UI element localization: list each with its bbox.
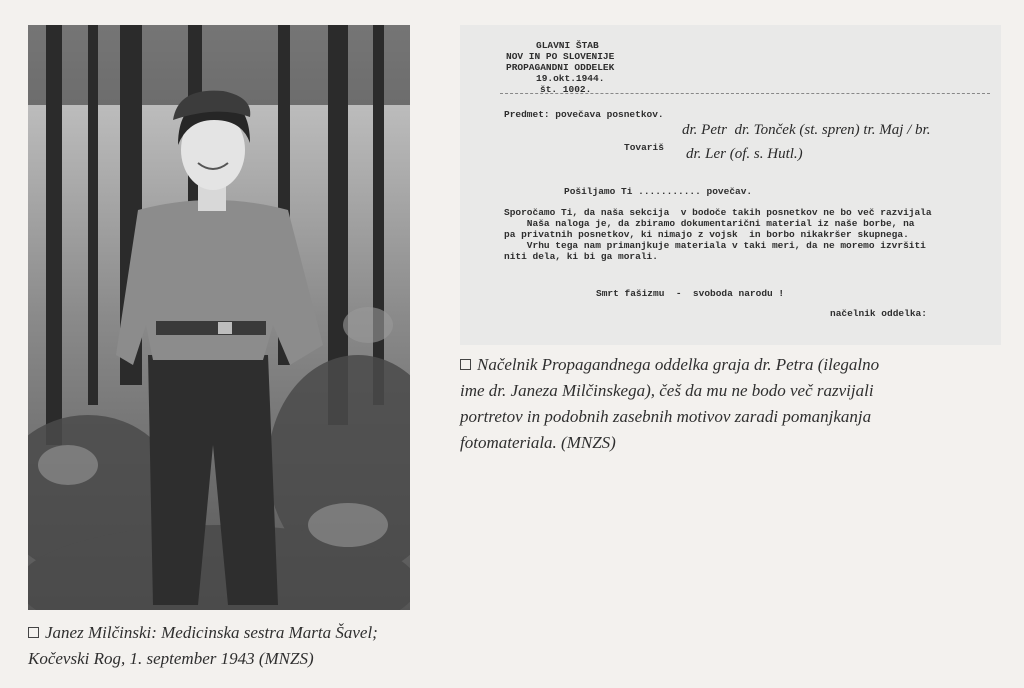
- letter-header-line: PROPAGANDNI ODDELEK: [506, 62, 615, 73]
- caption-line: fotomateriala. (MNZS): [460, 433, 616, 452]
- letter-signature: načelnik oddelka:: [830, 308, 927, 319]
- letter-addressee-label: Tovariš: [624, 142, 664, 153]
- caption-line: portretov in podobnih zasebnih motivov zaradi pomanjkanja: [460, 407, 872, 426]
- nurse-forest-photo-icon: [28, 25, 410, 610]
- letter-date: 19.okt.1944.: [536, 73, 605, 84]
- caption-document: [460, 352, 879, 456]
- letter-header-line: NOV IN PO SLOVENIJE: [506, 51, 615, 62]
- letter-header-line: GLAVNI ŠTAB: [536, 40, 599, 51]
- caption-line: Načelnik Propagandnega oddelka graja dr. Petra (ilegalno: [477, 355, 880, 374]
- letter-number: št. 1002.: [540, 84, 592, 95]
- handwritten-names-second: dr. Ler (of. s. Hutl.): [686, 146, 803, 162]
- letter-body-line: niti dela, ki bi ga morali.: [504, 251, 658, 262]
- typed-letter: [460, 25, 1001, 345]
- letter-body-line: pa privatnih posnetkov, ki nimajo z vojsk in borbo nikakršer skupnega.: [504, 229, 909, 240]
- checkbox-square-icon: [28, 627, 39, 638]
- caption-line: Janez Milčinski: Medicinska sestra Marta Šavel;: [45, 623, 378, 642]
- handwritten-names: dr. Petr dr. Tonček (st. spren) tr. Maj / br.: [682, 122, 931, 138]
- checkbox-square-icon: [460, 359, 471, 370]
- letter-divider: [500, 93, 990, 94]
- letter-body-line: Sporočamo Ti, da naša sekcija v bodoče takih posnetkov ne bo več razvijala: [504, 207, 932, 218]
- caption-line: Kočevski Rog, 1. september 1943 (MNZS): [28, 649, 314, 668]
- caption-line: ime dr. Janeza Milčinskega), češ da mu ne bodo več razvijali: [460, 381, 874, 400]
- letter-body-line: Naša naloga je, da zbiramo dokumentarični material iz naše borbe, na: [504, 218, 915, 229]
- letter-subject: Predmet: povečava posnetkov.: [504, 109, 664, 120]
- letter-sending-line: Pošiljamo Ti ........... povečav.: [564, 186, 753, 197]
- letter-slogan: Smrt fašizmu - svoboda narodu !: [596, 288, 785, 299]
- letter-body-line: Vrhu tega nam primanjkuje materiala v taki meri, da ne moremo izvršiti: [504, 240, 926, 251]
- photograph: [28, 25, 410, 610]
- caption-photo: [28, 620, 378, 672]
